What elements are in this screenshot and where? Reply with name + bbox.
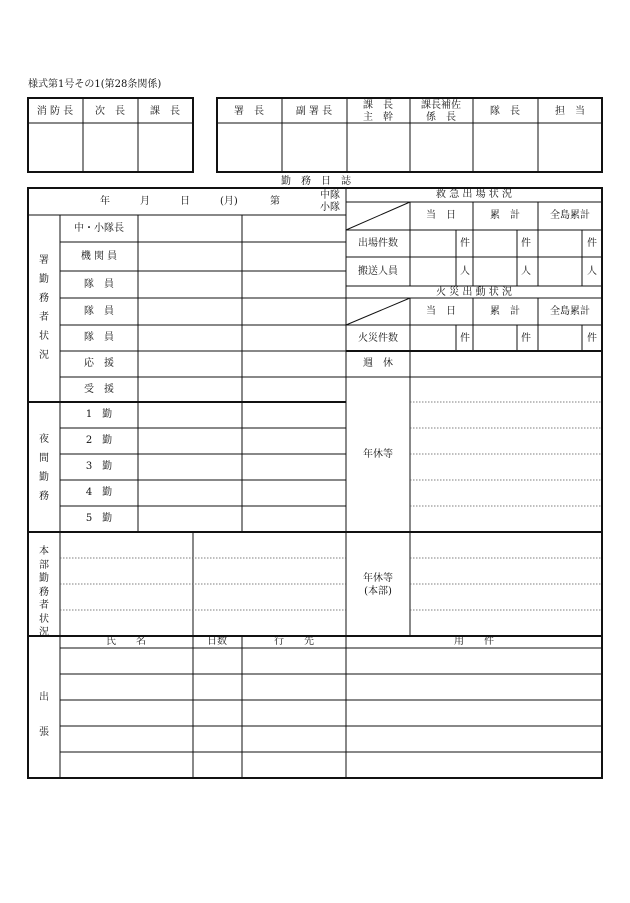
weekly-off-label: 週 休 (363, 358, 393, 369)
night-row-label: 3 勤 (85, 461, 113, 472)
unit-persons: 人 (460, 266, 470, 277)
emergency-row-transported: 搬送人員 (358, 266, 398, 277)
page-title: 勤 務 日 誌 (281, 176, 351, 187)
annual-leave-hq-label: 年休等 (363, 573, 393, 584)
unit-persons: 人 (521, 266, 531, 277)
approval-station-chief: 署 長 (234, 106, 264, 117)
duty-row-label: 応 援 (84, 358, 114, 369)
unit-cases: 件 (460, 238, 470, 249)
night-section-label: 夜 間 勤 務 (39, 434, 49, 502)
date-month: 月 (140, 196, 150, 207)
unit-cases: 件 (460, 333, 470, 344)
annual-leave-label: 年休等 (363, 449, 393, 460)
emergency-col-island-total: 全島累計 (550, 210, 590, 221)
approval-person-in-charge: 担 当 (555, 106, 585, 117)
duty-row-label: 中・小隊長 (74, 223, 124, 234)
annual-leave-hq-sub: (本部) (364, 586, 392, 597)
duty-row-label: 受 援 (84, 384, 114, 395)
approval-deputy-chief: 次 長 (95, 106, 125, 117)
duty-row-label: 機 関 員 (80, 251, 118, 262)
emergency-title: 救 急 出 場 状 況 (436, 189, 512, 200)
approval-assistant-section-chief: 課長補佐 (421, 100, 461, 111)
approval-section-chief: 課 長 (150, 106, 180, 117)
unit-cases: 件 (521, 238, 531, 249)
unit-cases: 件 (587, 238, 597, 249)
date-day: 日 (180, 196, 190, 207)
date-nth: 第 (270, 196, 280, 207)
duty-row-label: 隊 員 (84, 332, 114, 343)
approval-subsection-chief: 係 長 (426, 112, 456, 123)
form-number: 様式第1号その1(第28条関係) (28, 79, 162, 90)
approval-section-chief-2: 課 長 (363, 100, 393, 111)
hq-section-label: 本 部 勤 務 者 状 況 (39, 546, 49, 638)
fire-title: 火 災 出 動 状 況 (436, 287, 512, 298)
unit-cases: 件 (587, 333, 597, 344)
trip-col-destination: 行 先 (274, 636, 314, 647)
unit-cases: 件 (521, 333, 531, 344)
date-year: 年 (100, 196, 110, 207)
emergency-col-cumulative: 累 計 (490, 210, 520, 221)
fire-col-island-total: 全島累計 (550, 306, 590, 317)
duty-row-label: 隊 員 (84, 306, 114, 317)
night-row-label: 4 勤 (85, 487, 113, 498)
trip-col-purpose: 用 件 (454, 636, 494, 647)
date-weekday: (月) (220, 196, 238, 207)
approval-fire-chief: 消 防 長 (36, 106, 74, 117)
approval-chief-officer: 主 幹 (363, 112, 393, 123)
duty-section-label: 署 勤 務 者 状 況 (39, 255, 49, 361)
trip-col-days: 日数 (207, 636, 227, 647)
fire-col-cumulative: 累 計 (490, 306, 520, 317)
night-row-label: 2 勤 (85, 435, 113, 446)
fire-row-count: 火災件数 (358, 333, 398, 344)
night-row-label: 1 勤 (85, 409, 113, 420)
emergency-col-today: 当 日 (426, 210, 456, 221)
night-row-label: 5 勤 (85, 513, 113, 524)
unit-company: 中隊 (320, 190, 340, 201)
trip-section-label: 出 張 (39, 692, 49, 738)
unit-persons: 人 (587, 266, 597, 277)
trip-col-name: 氏 名 (106, 636, 146, 647)
fire-col-today: 当 日 (426, 306, 456, 317)
approval-captain: 隊 長 (490, 106, 520, 117)
approval-deputy-station-chief: 副 署 長 (295, 106, 333, 117)
duty-row-label: 隊 員 (84, 279, 114, 290)
emergency-row-dispatches: 出場件数 (358, 238, 398, 249)
unit-platoon: 小隊 (320, 202, 340, 213)
